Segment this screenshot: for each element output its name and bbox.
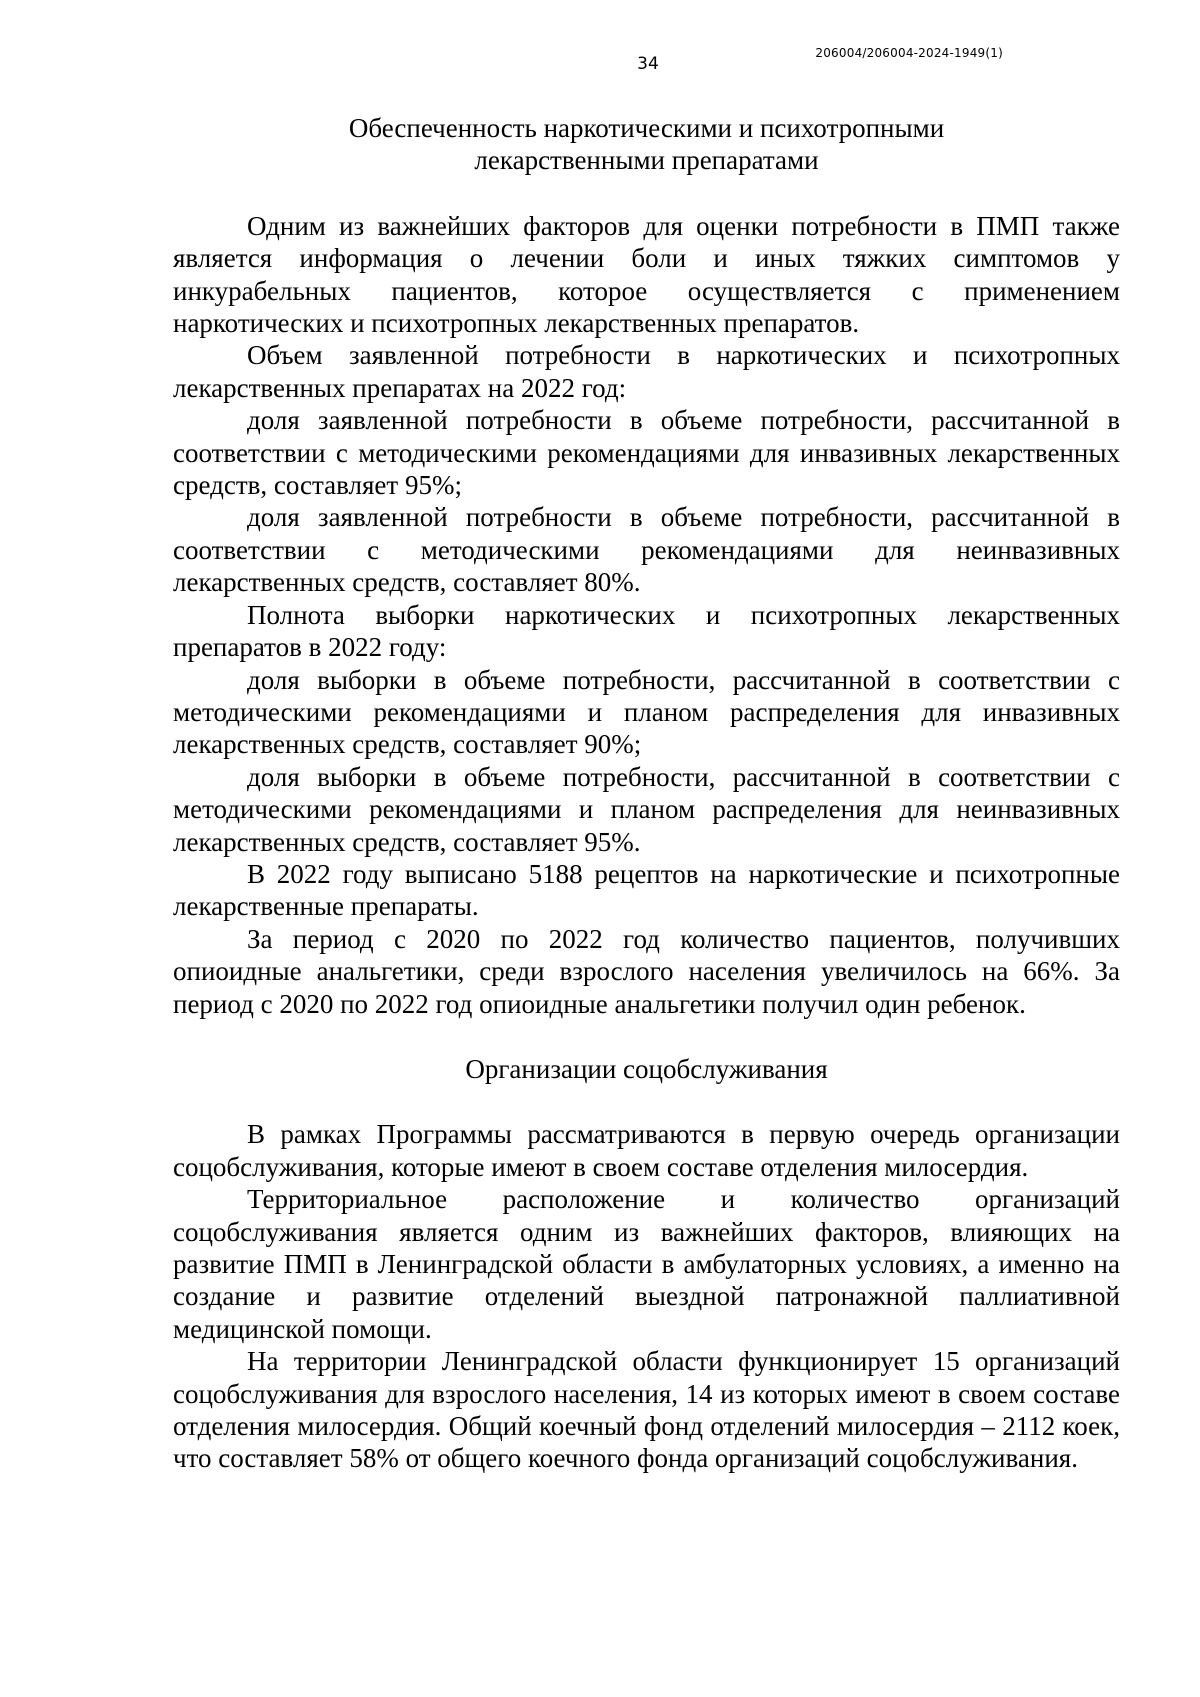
paragraph: доля выборки в объеме потребности, рассчитанной в соответствии с методическими рекомендациями и планом распределения для инвазивных лекарственных средств, составляет 90%; bbox=[173, 664, 1120, 760]
section-title-line: Обеспеченность наркотическими и психотропными bbox=[348, 113, 945, 143]
paragraph: доля выборки в объеме потребности, рассчитанной в соответствии с методическими рекомендациями и планом распределения для неинвазивных лекарственных средств, составляет 95%. bbox=[173, 761, 1120, 857]
document-id: 206004/206004-2024-1949(1) bbox=[815, 46, 1003, 60]
section-title-line: лекарственными препаратами bbox=[474, 145, 819, 176]
paragraph: доля заявленной потребности в объеме потребности, рассчитанной в соответствии с методическими рекомендациями для инвазивных лекарственных средств, составляет 95%; bbox=[173, 405, 1120, 501]
paragraph: Объем заявленной потребности в наркотических и психотропных лекарственных препаратах на 2022 год: bbox=[173, 340, 1120, 403]
paragraph: Территориальное расположение и количество организаций соцобслуживания является одним из важнейших факторов, влияющих на развитие ПМП в Ленинградской области в амбулаторных условиях, а именно на создание и развитие отделений выездной патронажной паллиативной медицинской помощи. bbox=[173, 1184, 1120, 1344]
paragraph: Одним из важнейших факторов для оценки потребности в ПМП также является информация о лечении боли и иных тяжких симптомов у инкурабельных пациентов, которое осуществляется с применением наркотических и психотропных лекарственных препаратов. bbox=[173, 210, 1120, 339]
paragraph: доля заявленной потребности в объеме потребности, рассчитанной в соответствии с методическими рекомендациями для неинвазивных лекарственных средств, составляет 80%. bbox=[173, 502, 1120, 598]
paragraph: Полнота выборки наркотических и психотропных лекарственных препаратов в 2022 году: bbox=[173, 599, 1120, 663]
paragraph: За период с 2020 по 2022 год количество пациентов, получивших опиоидные анальгетики, среди взрослого населения увеличилось на 66%. За период с 2020 по 2022 год опиоидные анальгетики получил один ребенок. bbox=[173, 923, 1120, 1019]
paragraph: На территории Ленинградской области функционирует 15 организаций соцобслуживания для взрослого населения, 14 из которых имеют в своем составе отделения милосердия. Общий коечный фонд отделений милосердия – 2112 коек, что составляет 58% от общего коечного фонда организаций соцобслуживания. bbox=[173, 1346, 1120, 1474]
page-number: 34 bbox=[637, 54, 659, 74]
section-title-narcotics bbox=[173, 112, 1120, 177]
page-body bbox=[173, 112, 1120, 1475]
paragraph: В рамках Программы рассматриваются в первую очередь организации соцобслуживания, которые имеют в своем составе отделения милосердия. bbox=[173, 1119, 1120, 1182]
section-title-social-services: Организации соцобслуживания bbox=[465, 1053, 828, 1084]
paragraph: В 2022 году выписано 5188 рецептов на наркотические и психотропные лекарственные препараты. bbox=[173, 858, 1120, 922]
